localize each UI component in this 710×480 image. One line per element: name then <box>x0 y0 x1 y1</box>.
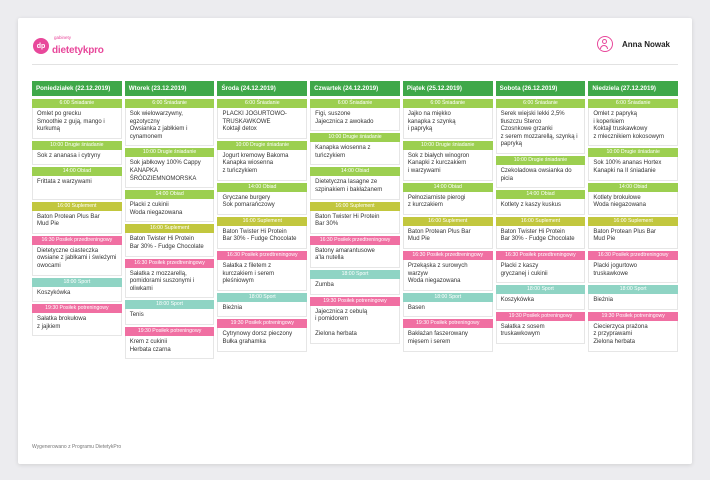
logo-text <box>52 36 104 57</box>
meal-block[interactable] <box>310 167 400 199</box>
header-divider <box>32 64 678 65</box>
meal-block[interactable] <box>32 167 122 199</box>
meal-content: Zumba <box>310 279 400 295</box>
meal-time-label: 10:00 Drugie śniadanie <box>310 133 400 142</box>
meal-block[interactable] <box>310 236 400 268</box>
meal-content: Baton Protean Plus Bar Mud Pie <box>403 226 493 249</box>
meal-content: Czekoladowa owsianka do picia <box>496 165 586 188</box>
day-header: Wtorek (23.12.2019) <box>125 81 215 96</box>
meal-content: Sałatka z mozzarellą, pomidorami suszonymi i oliwkami <box>125 268 215 299</box>
meal-content: Sok wielowarzywny, egzotyczny Owsianka z jabłkiem i cynamonem <box>125 108 215 146</box>
meal-content: Koszykówka <box>496 294 586 310</box>
meal-content: Dietetyczna lasagne ze szpinakiem i bakłażanem <box>310 176 400 199</box>
meal-content: Koszykówka <box>32 287 122 303</box>
meal-block[interactable] <box>310 297 400 344</box>
meal-time-label: 10:00 Drugie śniadanie <box>217 141 307 150</box>
meal-content: Placki z kaszy gryczanej i cukinii <box>496 260 586 283</box>
footer-note: Wygenerowano z Programu DietetykPro <box>32 444 122 450</box>
meal-content: Sok z ananasa i cytryny <box>32 150 122 166</box>
meal-block[interactable] <box>496 99 586 154</box>
meal-time-label: 14:00 Obiad <box>125 190 215 199</box>
day-column <box>496 81 586 361</box>
meal-content: Sałatka z filetem z kurczakiem i serem pleśniowym <box>217 260 307 291</box>
day-column <box>310 81 400 361</box>
meal-block[interactable] <box>403 319 493 351</box>
meal-content: Cytrynowy dorsz pieczony Bułka grahamka <box>217 328 307 351</box>
meal-content: Krem z cukinii Herbata czarna <box>125 336 215 359</box>
meal-block[interactable] <box>496 312 586 344</box>
meal-block[interactable] <box>32 278 122 303</box>
meal-time-label: 18:00 Sport <box>217 293 307 302</box>
day-header: Czwartek (24.12.2019) <box>310 81 400 96</box>
meal-block[interactable] <box>32 99 122 139</box>
meal-block[interactable] <box>125 148 215 188</box>
meal-time-label: 18:00 Sport <box>496 285 586 294</box>
meal-content: Sałatka z sosem truskawkowym <box>496 321 586 344</box>
meal-time-label: 6:00 Śniadanie <box>310 99 400 108</box>
meal-block[interactable] <box>403 217 493 249</box>
meal-content: Batony amarantusowe a'la nutella <box>310 245 400 268</box>
meal-content: Baton Twister Hi Protein Bar 30% - Fudge Chocolate <box>217 226 307 249</box>
meal-time-label: 16:00 Suplement <box>125 224 215 233</box>
meal-time-label: 19:30 Posiłek potreningowy <box>125 327 215 336</box>
meal-time-label: 18:00 Sport <box>403 293 493 302</box>
logo-main-text: dietetykpro <box>52 44 104 56</box>
day-column <box>32 81 122 361</box>
meal-content: Kotlety brokułowe Woda niegazowana <box>588 192 678 215</box>
meal-block[interactable] <box>588 148 678 180</box>
meal-content: Kanapka wiosenna z tuńczykiem <box>310 142 400 165</box>
day-column <box>588 81 678 361</box>
meal-time-label: 16:00 Suplement <box>588 217 678 226</box>
meal-block[interactable] <box>217 251 307 291</box>
meal-time-label: 14:00 Obiad <box>403 183 493 192</box>
day-header: Poniedziałek (22.12.2019) <box>32 81 122 96</box>
meal-block[interactable] <box>496 251 586 283</box>
meal-block[interactable] <box>125 190 215 222</box>
meal-time-label: 16:30 Posiłek przedtreningowy <box>217 251 307 260</box>
meal-content: Tenis <box>125 309 215 325</box>
meal-time-label: 6:00 Śniadanie <box>496 99 586 108</box>
user-avatar-icon[interactable] <box>597 36 613 52</box>
meal-block[interactable] <box>403 183 493 215</box>
meal-content: Sok jabłkowy 100% Cappy KANAPKA ŚRÓDZIEMNOMORSKA <box>125 157 215 188</box>
meal-block[interactable] <box>125 300 215 325</box>
meal-time-label: 16:00 Suplement <box>310 202 400 211</box>
meal-time-label: 14:00 Obiad <box>588 183 678 192</box>
meal-block[interactable] <box>310 99 400 131</box>
meal-block[interactable] <box>217 99 307 139</box>
meal-content: Baton Twister Hi Protein Bar 30% - Fudge Chocolate <box>496 226 586 249</box>
meal-content: Kotlety z kaszy kuskus <box>496 199 586 215</box>
meal-time-label: 18:00 Sport <box>310 270 400 279</box>
user-name: Anna Nowak <box>621 39 670 49</box>
meal-time-label: 10:00 Drugie śniadanie <box>32 141 122 150</box>
meal-block[interactable] <box>125 327 215 359</box>
meal-content: Frittata z warzywami <box>32 176 122 199</box>
meal-block[interactable] <box>496 190 586 215</box>
meal-block[interactable] <box>217 217 307 249</box>
meal-content: Ciecierzyca prażona z przyprawami Zielona herbata <box>588 321 678 352</box>
meal-block[interactable] <box>32 236 122 276</box>
meal-time-label: 6:00 Śniadanie <box>403 99 493 108</box>
meal-content: Baton Twister Hi Protein Bar 30% <box>310 211 400 234</box>
meal-time-label: 16:30 Posiłek przedtreningowy <box>403 251 493 260</box>
meal-time-label: 16:30 Posiłek przedtreningowy <box>588 251 678 260</box>
meal-time-label: 6:00 Śniadanie <box>588 99 678 108</box>
meal-time-label: 16:00 Suplement <box>32 202 122 211</box>
meal-content: Bieżnia <box>217 302 307 318</box>
meal-content: Dietetyczne ciasteczka owsiane z jabłkami i świeżymi owocami <box>32 245 122 276</box>
meal-block[interactable] <box>32 141 122 166</box>
day-column <box>125 81 215 361</box>
meal-content: Gryczane burgery Sok pomarańczowy <box>217 192 307 215</box>
meal-block[interactable] <box>588 285 678 310</box>
meal-time-label: 14:00 Obiad <box>217 183 307 192</box>
meal-content: Baton Protean Plus Bar Mud Pie <box>588 226 678 249</box>
meal-block[interactable] <box>217 319 307 351</box>
meal-content: Omlet z papryką i koperkiem Koktajl truskawkowy z mlecznikiem kokosowym <box>588 108 678 146</box>
meal-time-label: 16:00 Suplement <box>496 217 586 226</box>
day-column <box>217 81 307 361</box>
meal-block[interactable] <box>217 141 307 181</box>
meal-time-label: 16:00 Suplement <box>403 217 493 226</box>
week-grid <box>32 81 678 361</box>
meal-block[interactable] <box>403 251 493 291</box>
meal-time-label: 6:00 Śniadanie <box>32 99 122 108</box>
day-header: Sobota (26.12.2019) <box>496 81 586 96</box>
meal-content: Basen <box>403 302 493 318</box>
meal-time-label: 10:00 Drugie śniadanie <box>403 141 493 150</box>
meal-time-label: 14:00 Obiad <box>310 167 400 176</box>
meal-block[interactable] <box>496 285 586 310</box>
meal-time-label: 10:00 Drugie śniadanie <box>125 148 215 157</box>
meal-plan-card <box>18 18 692 464</box>
meal-content: Baton Twister Hi Protein Bar 30% - Fudge Chocolate <box>125 233 215 256</box>
meal-block[interactable] <box>403 99 493 139</box>
meal-block[interactable] <box>310 133 400 165</box>
logo-small-text: gabinety <box>54 35 72 40</box>
meal-block[interactable] <box>217 293 307 318</box>
meal-time-label: 16:30 Posiłek przedtreningowy <box>496 251 586 260</box>
meal-time-label: 18:00 Sport <box>32 278 122 287</box>
meal-content: Przekąska z surowych warzyw Woda niegazowana <box>403 260 493 291</box>
meal-block[interactable] <box>310 270 400 295</box>
meal-block[interactable] <box>125 99 215 146</box>
meal-content: Figi, suszone Jajecznica z awokado <box>310 108 400 131</box>
meal-content: Placki z cukinii Woda niegazowana <box>125 199 215 222</box>
logo-mark-icon: dp <box>33 38 49 54</box>
meal-block[interactable] <box>32 304 122 336</box>
day-header: Środa (24.12.2019) <box>217 81 307 96</box>
meal-content: Baton Protean Plus Bar Mud Pie <box>32 211 122 234</box>
meal-time-label: 19:30 Posiłek potreningowy <box>217 319 307 328</box>
meal-time-label: 6:00 Śniadanie <box>125 99 215 108</box>
meal-time-label: 14:00 Obiad <box>32 167 122 176</box>
meal-content: Bakłażan faszerowany mięsem i serem <box>403 328 493 351</box>
meal-time-label: 14:00 Obiad <box>496 190 586 199</box>
day-header: Niedziela (27.12.2019) <box>588 81 678 96</box>
meal-block[interactable] <box>403 141 493 181</box>
meal-block[interactable] <box>403 293 493 318</box>
meal-block[interactable] <box>588 251 678 283</box>
meal-content: Jajko na miękko kanapka z szynką i papryką <box>403 108 493 139</box>
user-menu[interactable] <box>597 36 670 52</box>
meal-content: Jogurt kremowy Bakoma Kanapka wiosenna z tuńczykiem <box>217 150 307 181</box>
meal-time-label: 19:30 Posiłek potreningowy <box>310 297 400 306</box>
meal-time-label: 6:00 Śniadanie <box>217 99 307 108</box>
meal-time-label: 16:30 Posiłek przedtreningowy <box>32 236 122 245</box>
meal-time-label: 19:30 Posiłek potreningowy <box>403 319 493 328</box>
meal-time-label: 19:30 Posiłek potreningowy <box>496 312 586 321</box>
meal-content: PLACKI JOGURTOWO-TRUSKAWKOWE Koktajl detox <box>217 108 307 139</box>
meal-block[interactable] <box>125 259 215 299</box>
meal-block[interactable] <box>588 312 678 352</box>
meal-block[interactable] <box>588 217 678 249</box>
meal-content: Placki jogurtowo truskawkowe <box>588 260 678 283</box>
meal-time-label: 19:30 Posiłek potreningowy <box>32 304 122 313</box>
meal-block[interactable] <box>588 183 678 215</box>
meal-block[interactable] <box>217 183 307 215</box>
meal-content: Serek wiejski lekki 2,5% tłuszczu Sterco Czosnkowe grzanki z serem mozzarellą, szynką i papryką <box>496 108 586 154</box>
meal-time-label: 16:30 Posiłek przedtreningowy <box>310 236 400 245</box>
logo[interactable] <box>33 36 104 57</box>
meal-time-label: 10:00 Drugie śniadanie <box>496 156 586 165</box>
meal-content: Sok z białych winogron Kanapki z kurczakiem i warzywami <box>403 150 493 181</box>
day-column <box>403 81 493 361</box>
meal-time-label: 16:30 Posiłek przedtreningowy <box>125 259 215 268</box>
meal-block[interactable] <box>125 224 215 256</box>
meal-time-label: 10:00 Drugie śniadanie <box>588 148 678 157</box>
meal-content: Sałatka brokułowa z jajkiem <box>32 313 122 336</box>
meal-time-label: 18:00 Sport <box>588 285 678 294</box>
meal-block[interactable] <box>496 156 586 188</box>
meal-block[interactable] <box>588 99 678 146</box>
meal-content: Omlet po grecku Smoothie z gują, mango i kurkumą <box>32 108 122 139</box>
meal-block[interactable] <box>32 202 122 234</box>
meal-block[interactable] <box>310 202 400 234</box>
meal-content: Sok 100% ananas Hortex Kanapki na II śniadanie <box>588 157 678 180</box>
day-header: Piątek (25.12.2019) <box>403 81 493 96</box>
meal-content: Bieżnia <box>588 294 678 310</box>
meal-block[interactable] <box>496 217 586 249</box>
meal-time-label: 18:00 Sport <box>125 300 215 309</box>
meal-content: Jajecznica z cebulą i pomidorem Zielona herbata <box>310 306 400 344</box>
meal-time-label: 16:00 Suplement <box>217 217 307 226</box>
meal-time-label: 19:30 Posiłek potreningowy <box>588 312 678 321</box>
meal-content: Pełnoziarniste pierogi z kurczakiem <box>403 192 493 215</box>
